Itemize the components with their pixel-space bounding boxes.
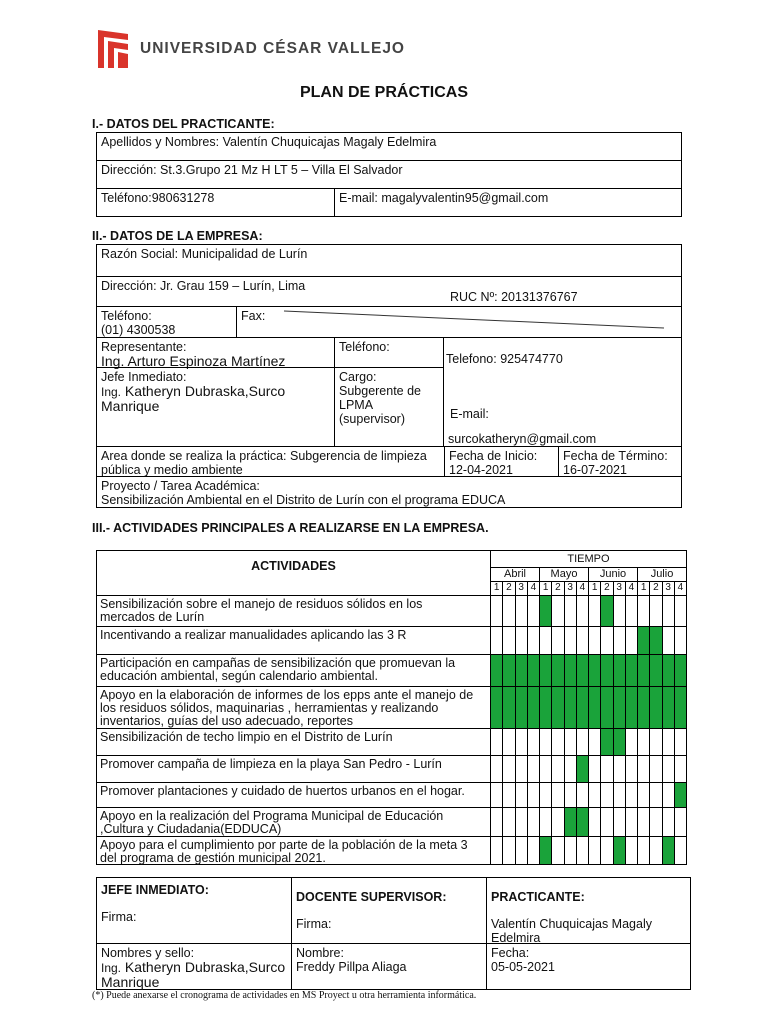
company-phone-label: Teléfono: [101, 309, 152, 323]
schedule-cell-active [662, 836, 675, 865]
schedule-cell [588, 782, 601, 808]
schedule-cell [576, 782, 589, 808]
schedule-cell [551, 782, 564, 808]
supervisor-signature-label: Firma: [296, 917, 332, 931]
schedule-cell [588, 755, 601, 783]
schedule-cell [637, 807, 650, 837]
schedule-cell [490, 755, 503, 783]
date-label: Fecha: [491, 946, 530, 960]
university-logo-icon [96, 28, 130, 70]
student-name-line-1: Valentín Chuquicajas Magaly [491, 917, 652, 931]
schedule-cell [625, 626, 638, 655]
schedule-cell-active [527, 654, 540, 687]
schedule-cell [588, 595, 601, 627]
schedule-cell [515, 728, 528, 756]
week-header: 2 [502, 581, 515, 596]
week-header: 2 [551, 581, 564, 596]
practice-area-line-1: Area donde se realiza la práctica: Subgerencia de limpieza [101, 449, 427, 463]
schedule-cell-active [502, 654, 515, 687]
schedule-cell [490, 595, 503, 627]
schedule-cell [600, 626, 613, 655]
schedule-cell-active [539, 836, 552, 865]
schedule-cell [600, 807, 613, 837]
project-label: Proyecto / Tarea Académica: [101, 479, 260, 493]
schedule-cell [674, 836, 687, 865]
schedule-cell-active [649, 654, 662, 687]
role-line-3: (supervisor) [339, 412, 405, 426]
boss-label: Jefe Inmediato: [101, 370, 187, 384]
week-header: 3 [564, 581, 577, 596]
schedule-cell-active [564, 654, 577, 687]
boss-name-2: Manrique [101, 398, 160, 414]
schedule-cell [613, 595, 626, 627]
activity-text: Apoyo en la realización del Programa Municipal de Educación [100, 809, 444, 823]
boss-email: surcokatheryn@gmail.com [448, 432, 597, 446]
activity-text: Promover plantaciones y cuidado de huertos urbanos en el hogar. [100, 784, 465, 798]
representative-cell [96, 337, 335, 368]
schedule-cell [515, 782, 528, 808]
month-header: Abril [490, 567, 540, 582]
schedule-cell [527, 836, 540, 865]
schedule-cell [527, 626, 540, 655]
schedule-cell [588, 836, 601, 865]
schedule-cell [576, 595, 589, 627]
boss-stamp-cell [96, 943, 292, 990]
schedule-cell-active [649, 626, 662, 655]
schedule-cell [613, 807, 626, 837]
activity-text: Incentivando a realizar manualidades aplicando las 3 R [100, 628, 407, 642]
representative-label: Representante: [101, 340, 187, 354]
schedule-cell [502, 595, 515, 627]
activity-text: Sensibilización sobre el manejo de residuos sólidos en los [100, 597, 423, 611]
university-name: UNIVERSIDAD CÉSAR VALLEJO [140, 40, 405, 57]
schedule-cell [637, 595, 650, 627]
week-header: 3 [662, 581, 675, 596]
schedule-cell [588, 728, 601, 756]
schedule-cell [515, 807, 528, 837]
student-names: Apellidos y Nombres: Valentín Chuquicajas Magaly Edelmira [96, 132, 682, 161]
week-header: 2 [600, 581, 613, 596]
schedule-cell-active [515, 686, 528, 729]
schedule-cell [539, 782, 552, 808]
month-header: Julio [637, 567, 687, 582]
schedule-cell-active [613, 686, 626, 729]
schedule-cell-active [600, 654, 613, 687]
schedule-cell-active [576, 686, 589, 729]
schedule-cell [502, 626, 515, 655]
schedule-cell-active [576, 807, 589, 837]
end-date-cell [558, 446, 682, 477]
schedule-cell [649, 755, 662, 783]
week-header: 4 [527, 581, 540, 596]
schedule-cell [551, 807, 564, 837]
activity-text: Promover campaña de limpieza en la playa San Pedro - Lurín [100, 757, 442, 771]
schedule-cell [588, 807, 601, 837]
schedule-cell [515, 755, 528, 783]
activities-header: ACTIVIDADES [96, 550, 491, 596]
month-header: Junio [588, 567, 638, 582]
schedule-cell [649, 595, 662, 627]
supervisor-signature-title: DOCENTE SUPERVISOR: [296, 890, 447, 904]
student-signature-cell [486, 877, 691, 944]
schedule-cell-active [588, 654, 601, 687]
supervisor-signature-cell [291, 877, 487, 944]
schedule-cell-active [674, 782, 687, 808]
activity-text: inventarios, guías del uso adecuado, reportes [100, 714, 353, 728]
activity-text: Apoyo en la elaboración de informes de los epps ante el manejo de [100, 688, 474, 702]
schedule-cell-active [539, 686, 552, 729]
schedule-cell [625, 807, 638, 837]
schedule-cell-active [490, 654, 503, 687]
boss-role-cell [334, 367, 444, 447]
schedule-cell [515, 595, 528, 627]
schedule-cell-active [662, 654, 675, 687]
student-email: E-mail: magalyvalentin95@gmail.com [334, 188, 682, 217]
week-header: 2 [649, 581, 662, 596]
schedule-cell-active [600, 686, 613, 729]
activity-row [96, 626, 491, 655]
activity-row [96, 595, 491, 627]
week-header: 3 [613, 581, 626, 596]
rep-phone: Telefono: 925474770 [446, 352, 563, 366]
activity-text: los residuos sólidos, maquinarias , herramientas y realizando [100, 701, 439, 715]
schedule-cell [662, 755, 675, 783]
schedule-cell [551, 626, 564, 655]
start-date-cell [444, 446, 559, 477]
supervisor-name-cell [291, 943, 487, 990]
schedule-cell-active [625, 686, 638, 729]
activity-row [96, 686, 491, 729]
schedule-cell [551, 755, 564, 783]
schedule-cell [649, 782, 662, 808]
schedule-cell [564, 755, 577, 783]
role-label: Cargo: [339, 370, 377, 384]
schedule-cell [490, 836, 503, 865]
schedule-cell-active [637, 654, 650, 687]
schedule-cell [637, 836, 650, 865]
schedule-cell [527, 728, 540, 756]
date-cell [486, 943, 691, 990]
schedule-cell-active [600, 728, 613, 756]
role-line-1: Subgerente de [339, 384, 422, 398]
week-header: 1 [539, 581, 552, 596]
company-fax-label: Fax: [241, 309, 266, 323]
schedule-cell-active [551, 686, 564, 729]
stamp-prefix: Ing. [101, 961, 122, 975]
schedule-cell-active [674, 654, 687, 687]
supervisor-name-label: Nombre: [296, 946, 344, 960]
schedule-cell [490, 626, 503, 655]
activity-row [96, 728, 491, 756]
page-title: PLAN DE PRÁCTICAS [299, 84, 468, 101]
schedule-cell [564, 782, 577, 808]
schedule-cell [564, 836, 577, 865]
schedule-cell [576, 728, 589, 756]
schedule-cell-active [613, 728, 626, 756]
schedule-cell-active [613, 654, 626, 687]
boss-email-label: E-mail: [450, 407, 489, 421]
schedule-cell [649, 836, 662, 865]
week-header: 1 [588, 581, 601, 596]
supervisor-name: Freddy Pillpa Aliaga [296, 960, 407, 974]
end-date: 16-07-2021 [563, 463, 627, 477]
schedule-cell-active [564, 807, 577, 837]
boss-signature-label: Firma: [101, 910, 137, 924]
company-address-row [96, 276, 682, 307]
schedule-cell-active [613, 836, 626, 865]
role-line-2: LPMA [339, 398, 374, 412]
company-phone: (01) 4300538 [101, 323, 176, 337]
schedule-cell [490, 807, 503, 837]
schedule-cell-active [515, 654, 528, 687]
activity-text: ,Cultura y Ciudadania(EDDUCA) [100, 822, 282, 836]
schedule-cell-active [576, 654, 589, 687]
schedule-cell [502, 782, 515, 808]
schedule-cell [588, 626, 601, 655]
date-value: 05-05-2021 [491, 960, 555, 974]
stamp-label: Nombres y sello: [101, 946, 195, 960]
schedule-cell-active [539, 595, 552, 627]
start-date: 12-04-2021 [449, 463, 513, 477]
schedule-cell [662, 728, 675, 756]
schedule-cell-active [502, 686, 515, 729]
section1-heading: I.- DATOS DEL PRACTICANTE: [92, 117, 275, 131]
boss-signature-title: JEFE INMEDIATO: [101, 883, 209, 897]
schedule-cell [490, 782, 503, 808]
schedule-cell [527, 782, 540, 808]
representative-name: Ing. Arturo Espinoza Martínez [101, 353, 286, 369]
schedule-cell [662, 595, 675, 627]
activity-text: Sensibilización de techo limpio en el Distrito de Lurín [100, 730, 393, 744]
schedule-cell-active [551, 654, 564, 687]
schedule-cell [649, 728, 662, 756]
schedule-cell [637, 782, 650, 808]
schedule-cell [502, 755, 515, 783]
company-phone-cell [96, 306, 237, 338]
student-address: Dirección: St.3.Grupo 21 Mz H LT 5 – Villa El Salvador [96, 160, 682, 189]
project-value: Sensibilización Ambiental en el Distrito de Lurín con el programa EDUCA [101, 493, 506, 507]
schedule-cell [527, 807, 540, 837]
schedule-cell [527, 595, 540, 627]
schedule-cell [625, 836, 638, 865]
rep-phone-label: Teléfono: [334, 337, 444, 368]
schedule-cell [551, 728, 564, 756]
student-signature-title: PRACTICANTE: [491, 890, 585, 904]
schedule-cell [600, 836, 613, 865]
end-date-label: Fecha de Término: [563, 449, 668, 463]
activity-text: Apoyo para el cumplimiento por parte de la población de la meta 3 [100, 838, 468, 852]
week-header: 1 [637, 581, 650, 596]
schedule-cell-active [564, 686, 577, 729]
section3-heading: III.- ACTIVIDADES PRINCIPALES A REALIZARSE EN LA EMPRESA. [92, 521, 489, 535]
schedule-cell [490, 728, 503, 756]
schedule-cell-active [490, 686, 503, 729]
activity-row [96, 654, 491, 687]
schedule-cell [674, 807, 687, 837]
student-phone: Teléfono:980631278 [96, 188, 335, 217]
schedule-cell [674, 728, 687, 756]
schedule-cell-active [588, 686, 601, 729]
activities-table [96, 550, 686, 864]
schedule-cell-active [625, 654, 638, 687]
schedule-cell-active [637, 686, 650, 729]
schedule-cell [637, 755, 650, 783]
schedule-cell-active [637, 626, 650, 655]
schedule-cell [674, 595, 687, 627]
company-name: Razón Social: Municipalidad de Lurín [96, 244, 682, 277]
schedule-cell [551, 595, 564, 627]
week-header: 3 [515, 581, 528, 596]
week-header: 1 [490, 581, 503, 596]
schedule-cell [662, 782, 675, 808]
schedule-cell [564, 626, 577, 655]
schedule-cell [502, 836, 515, 865]
boss-cell [96, 367, 335, 447]
start-date-label: Fecha de Inicio: [449, 449, 538, 463]
schedule-cell [539, 755, 552, 783]
month-header: Mayo [539, 567, 589, 582]
schedule-cell [613, 755, 626, 783]
schedule-cell-active [649, 686, 662, 729]
schedule-cell [502, 807, 515, 837]
schedule-cell-active [600, 595, 613, 627]
schedule-cell [539, 626, 552, 655]
schedule-cell [625, 595, 638, 627]
activity-row [96, 782, 491, 808]
boss-name: Katheryn Dubraska,Surco [124, 383, 286, 399]
schedule-cell [539, 807, 552, 837]
time-header: TIEMPO [490, 550, 687, 568]
schedule-cell [613, 782, 626, 808]
company-address: Dirección: Jr. Grau 159 – Lurín, Lima [101, 279, 306, 293]
project-cell [96, 476, 682, 508]
week-header: 4 [576, 581, 589, 596]
schedule-cell [662, 626, 675, 655]
schedule-cell [613, 626, 626, 655]
schedule-cell [551, 836, 564, 865]
activity-row [96, 836, 491, 865]
schedule-cell [502, 728, 515, 756]
schedule-cell [600, 755, 613, 783]
schedule-cell [662, 807, 675, 837]
section2-heading: II.- DATOS DE LA EMPRESA: [92, 229, 263, 243]
boss-signature-cell [96, 877, 292, 944]
schedule-cell-active [576, 755, 589, 783]
schedule-cell [674, 755, 687, 783]
schedule-cell [600, 782, 613, 808]
schedule-cell [674, 626, 687, 655]
student-name-line-2: Edelmira [491, 931, 541, 945]
company-ruc: RUC Nº: 20131376767 [450, 290, 578, 304]
activity-text: mercados de Lurín [100, 610, 205, 624]
activity-row [96, 807, 491, 837]
schedule-cell [564, 595, 577, 627]
schedule-cell [515, 836, 528, 865]
stamp-name-1: Katheryn Dubraska,Surco [124, 959, 286, 975]
week-header: 4 [625, 581, 638, 596]
schedule-cell [564, 728, 577, 756]
activity-text: del programa de gestión municipal 2021. [100, 851, 326, 865]
schedule-cell [649, 807, 662, 837]
activity-text: Participación en campañas de sensibilización que promuevan la [100, 656, 456, 670]
activity-row [96, 755, 491, 783]
schedule-cell [576, 626, 589, 655]
schedule-cell [515, 626, 528, 655]
schedule-cell [637, 728, 650, 756]
fax-strike-line [282, 308, 666, 330]
schedule-cell [539, 728, 552, 756]
schedule-cell-active [527, 686, 540, 729]
schedule-cell-active [539, 654, 552, 687]
boss-prefix: Ing. [101, 385, 122, 399]
schedule-cell-active [662, 686, 675, 729]
schedule-cell [527, 755, 540, 783]
practice-area-line-2: pública y medio ambiente [101, 463, 243, 477]
activity-text: educación ambiental, según calendario ambiental. [100, 669, 378, 683]
schedule-cell [625, 782, 638, 808]
week-header: 4 [674, 581, 687, 596]
schedule-cell [576, 836, 589, 865]
schedule-cell-active [674, 686, 687, 729]
schedule-cell [625, 728, 638, 756]
practice-area [96, 446, 445, 477]
schedule-cell [625, 755, 638, 783]
footnote: (*) Puede anexarse el cronograma de actividades en MS Proyect u otra herramienta informática. [92, 990, 477, 1001]
stamp-name-2: Manrique [101, 974, 160, 990]
